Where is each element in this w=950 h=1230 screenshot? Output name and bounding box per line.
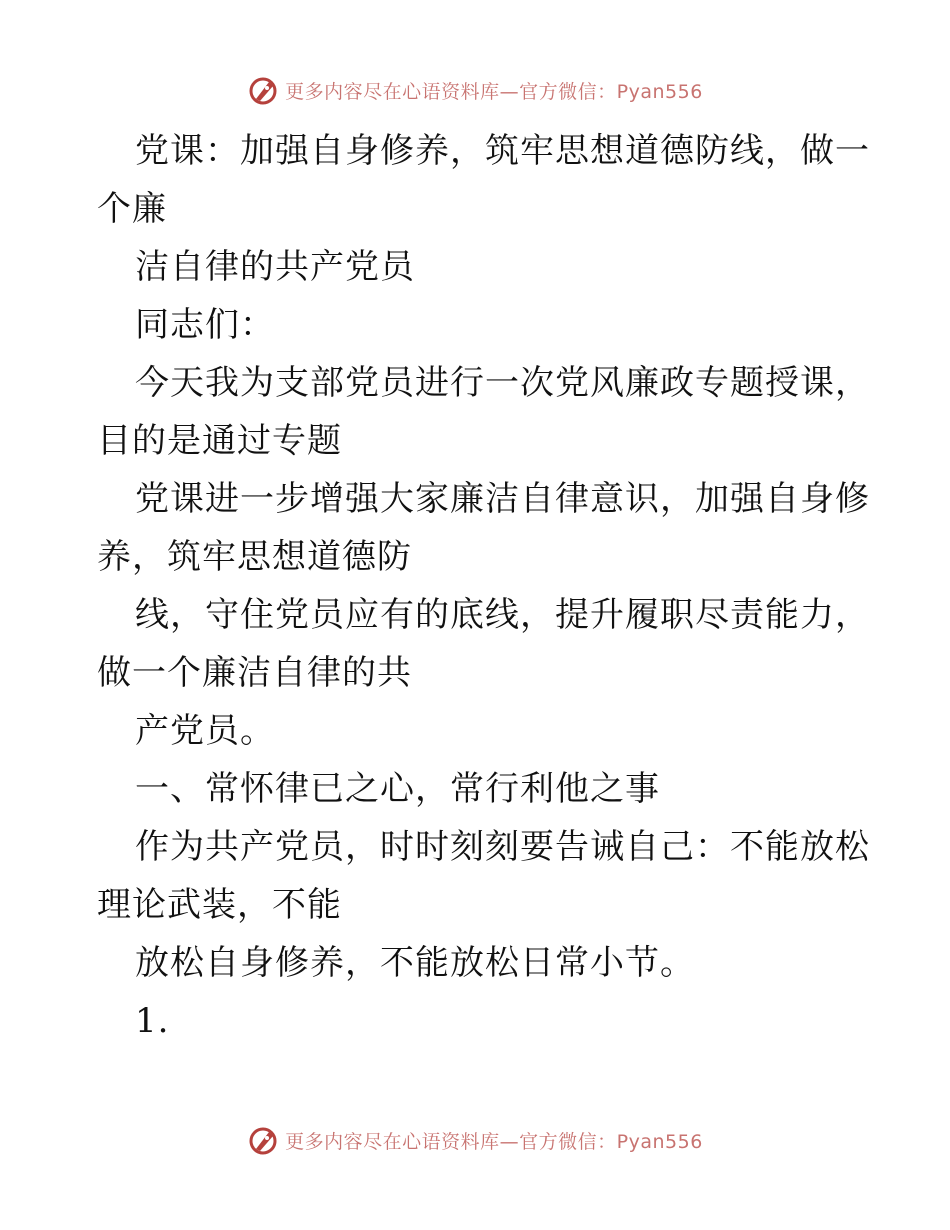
text-line: 1. <box>135 1001 170 1041</box>
watermark-banner-bottom <box>0 1120 950 1160</box>
pen-nib-circle-icon <box>247 74 279 106</box>
pen-nib-circle-icon <box>247 1124 279 1156</box>
watermark-banner-top <box>0 70 950 110</box>
text-line: 个廉 <box>97 189 167 229</box>
text-line: 理论武装，不能 <box>97 885 342 925</box>
text-line: 做一个廉洁自律的共 <box>97 653 412 693</box>
watermark-text: 更多内容尽在心语资料库—官方微信：Pyan556 <box>285 80 703 103</box>
text-line: 产党员。 <box>135 711 275 751</box>
text-line: 同志们： <box>135 305 275 345</box>
text-line: 作为共产党员，时时刻刻要告诫自己：不能放松 <box>135 827 870 867</box>
text-line: 线，守住党员应有的底线，提升履职尽责能力， <box>135 595 870 635</box>
text-line: 目的是通过专题 <box>97 421 342 461</box>
text-line: 洁自律的共产党员 <box>135 247 415 287</box>
text-line: 党课进一步增强大家廉洁自律意识，加强自身修 <box>135 479 870 519</box>
watermark-text: 更多内容尽在心语资料库—官方微信：Pyan556 <box>285 1130 703 1153</box>
text-line: 一、常怀律已之心，常行利他之事 <box>135 769 660 809</box>
text-line: 放松自身修养，不能放松日常小节。 <box>135 943 695 983</box>
document-body <box>97 122 870 1050</box>
text-line: 党课：加强自身修养，筑牢思想道德防线，做一 <box>135 131 870 171</box>
text-line: 养，筑牢思想道德防 <box>97 537 412 577</box>
text-line: 今天我为支部党员进行一次党风廉政专题授课， <box>135 363 870 403</box>
